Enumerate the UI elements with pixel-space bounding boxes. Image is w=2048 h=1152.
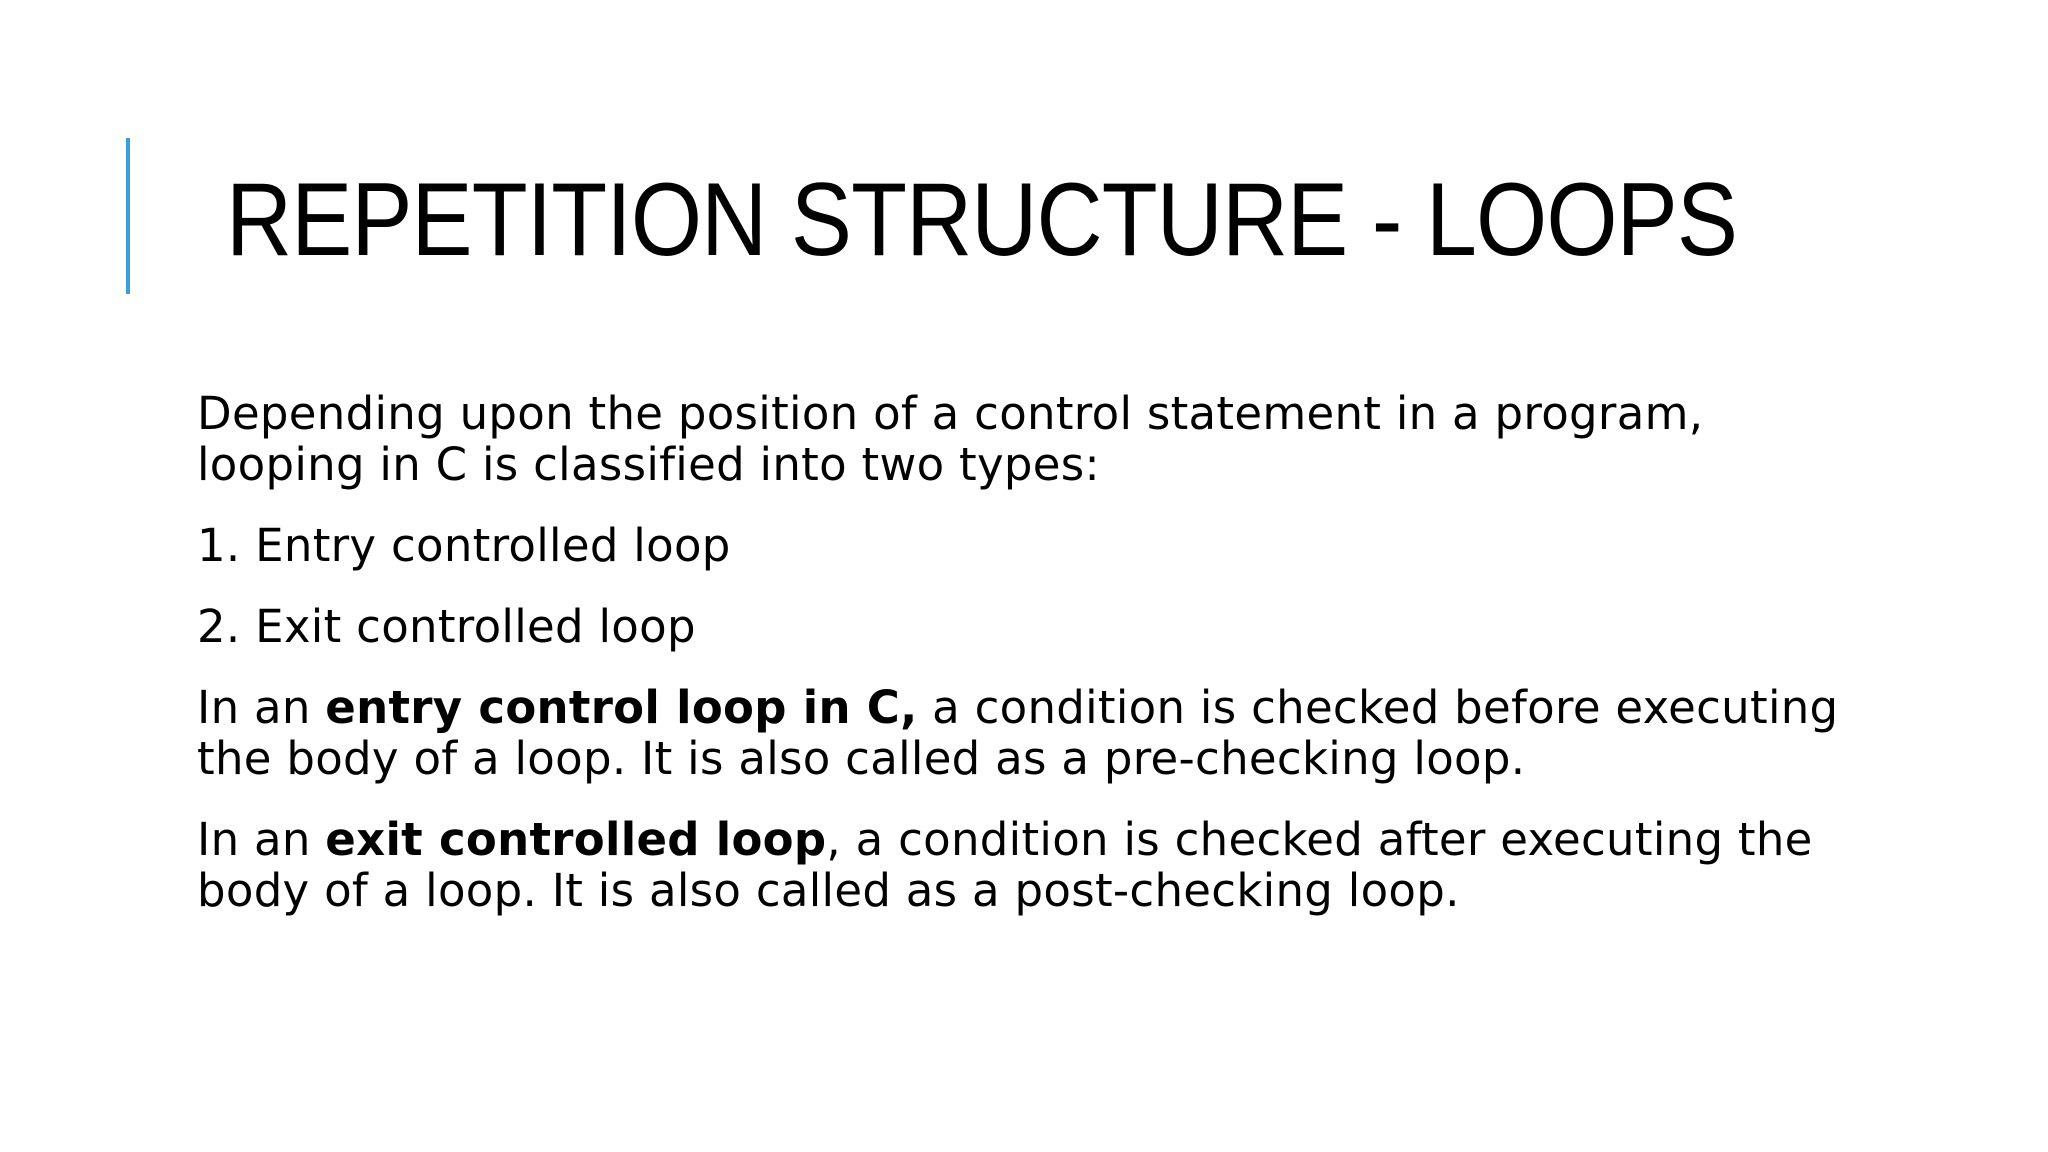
title-accent-bar bbox=[126, 138, 130, 294]
entry-paragraph-line-2: the body of a loop. It is also called as a pre-checking loop. bbox=[197, 732, 1526, 785]
exit-paragraph-line-1 bbox=[197, 814, 1877, 865]
exit-control-paragraph bbox=[197, 814, 1877, 916]
list-item-text: 1. Entry controlled loop bbox=[197, 519, 731, 572]
entry-bold-term: entry control loop in C, bbox=[325, 681, 918, 734]
slide-title: REPETITION STRUCTURE - LOOPS bbox=[226, 162, 1738, 278]
entry-prefix: In an bbox=[197, 681, 326, 734]
list-item-entry bbox=[197, 520, 1877, 571]
entry-rest: a condition is checked before executing bbox=[917, 681, 1839, 734]
slide-content bbox=[197, 388, 1877, 946]
exit-bold-term: exit controlled loop bbox=[325, 813, 827, 866]
entry-paragraph-line-1 bbox=[197, 682, 1877, 733]
exit-prefix: In an bbox=[197, 813, 326, 866]
list-item-text: 2. Exit controlled loop bbox=[197, 600, 696, 653]
list-item-exit bbox=[197, 601, 1877, 652]
exit-paragraph-line-2: body of a loop. It is also called as a post-checking loop. bbox=[197, 864, 1460, 917]
intro-line-1: Depending upon the position of a control statement in a program, bbox=[197, 387, 1704, 440]
exit-rest: , a condition is checked after executing the bbox=[826, 813, 1813, 866]
entry-control-paragraph bbox=[197, 682, 1877, 784]
intro-line-2: looping in C is classified into two types: bbox=[197, 438, 1100, 491]
intro-paragraph bbox=[197, 388, 1877, 490]
